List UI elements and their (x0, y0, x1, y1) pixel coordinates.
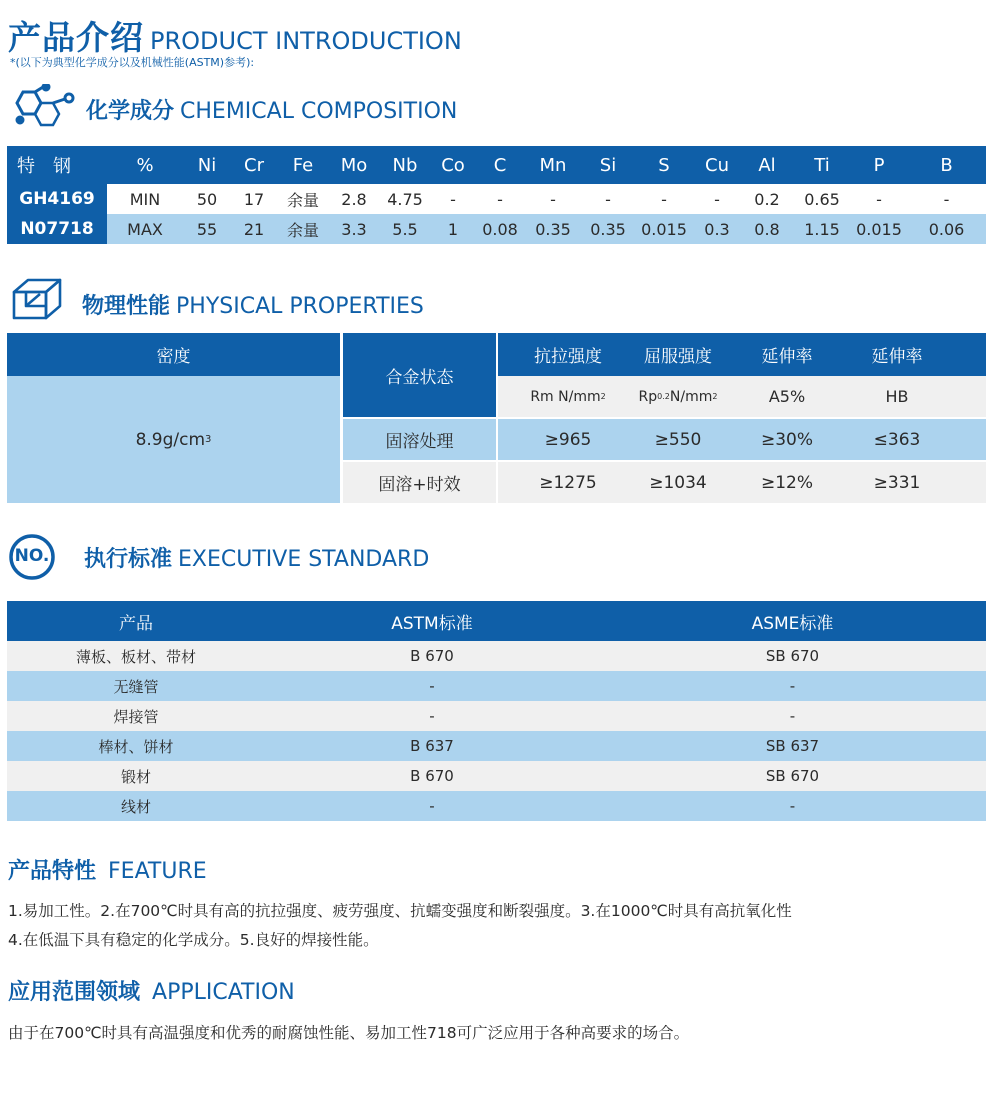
element-header: S (635, 146, 693, 184)
product-cell: 棒材、饼材 (7, 731, 265, 761)
property-value: ≥331 (873, 472, 921, 493)
page-title (8, 12, 462, 59)
chem-cell: 0.65 (793, 184, 851, 214)
element-header: Ti (793, 146, 851, 184)
state-header: 合金状态 (343, 333, 496, 417)
property-value: ≤363 (873, 429, 921, 450)
chem-cell: - (907, 184, 986, 214)
property-row (498, 462, 986, 503)
property-header: 延伸率 (761, 347, 813, 367)
section-title-en: PHYSICAL PROPERTIES (176, 294, 424, 319)
asme-cell: - (599, 791, 986, 821)
property-row (498, 419, 986, 460)
element-header: Nb (379, 146, 431, 184)
unit-sup: 2 (600, 392, 606, 401)
element-header: Co (431, 146, 475, 184)
section-title-cn: 物理性能 (82, 294, 171, 319)
chem-cell: - (525, 184, 581, 214)
property-header-row (498, 333, 986, 376)
density-sup: 3 (205, 434, 212, 445)
standard-row (7, 731, 986, 761)
chem-cell: - (475, 184, 525, 214)
section-title-cn: 执行标准 (84, 547, 173, 572)
element-header: C (475, 146, 525, 184)
cube-icon (10, 276, 64, 322)
element-header: P (851, 146, 907, 184)
element-header: % (107, 146, 183, 184)
no-badge-text: NO. (14, 546, 50, 566)
chem-cell: 0.06 (907, 214, 986, 244)
grade-header: 特 钢 (7, 146, 107, 184)
chem-cell: 0.35 (581, 214, 635, 244)
chem-cell: 余量 (277, 184, 329, 214)
section-title-en: EXECUTIVE STANDARD (178, 547, 430, 572)
chem-cell: 0.08 (475, 214, 525, 244)
product-cell: 薄板、板材、带材 (7, 641, 265, 671)
property-value: ≥12% (760, 472, 814, 493)
element-header: Mo (329, 146, 379, 184)
astm-cell: - (265, 791, 599, 821)
property-value: ≥1034 (649, 472, 707, 493)
unit-a5: A5% (768, 387, 806, 406)
property-value: ≥550 (654, 429, 702, 450)
chem-cell: 0.35 (525, 214, 581, 244)
unit-sub: 0.2 (657, 392, 670, 401)
page-title-cn: 产品介绍 (8, 18, 144, 57)
element-header: Si (581, 146, 635, 184)
product-cell: 锻材 (7, 761, 265, 791)
chem-cell: - (851, 184, 907, 214)
chem-cell: 1.15 (793, 214, 851, 244)
feature-line: 1.易加工性。2.在700℃时具有高的抗拉强度、疲劳强度、抗蠕变强度和断裂强度。3.在1000℃时具有高抗氧化性 (8, 902, 792, 920)
property-value: ≥965 (544, 429, 592, 450)
section-title-en: APPLICATION (152, 980, 295, 1005)
unit-hb: HB (885, 387, 909, 406)
section-title-cn: 产品特性 (8, 859, 97, 884)
standard-header: ASTM标准 (265, 601, 599, 641)
standard-table (7, 601, 986, 821)
standard-header-row (7, 601, 986, 641)
standard-row (7, 671, 986, 701)
chem-cell: 2.8 (329, 184, 379, 214)
unit-text: Rp (638, 388, 658, 405)
element-header: Cr (231, 146, 277, 184)
astm-cell: - (265, 701, 599, 731)
section-title-feature (8, 854, 207, 885)
chem-cell: 0.015 (851, 214, 907, 244)
chem-cell: - (581, 184, 635, 214)
asme-cell: SB 670 (599, 761, 986, 791)
molecule-icon (9, 84, 77, 130)
asme-cell: - (599, 671, 986, 701)
section-title-cn: 化学成分 (86, 99, 175, 124)
astm-cell: B 670 (265, 761, 599, 791)
product-cell: 线材 (7, 791, 265, 821)
element-header: B (907, 146, 986, 184)
chem-cell: 4.75 (379, 184, 431, 214)
unit-sup: 2 (712, 392, 718, 401)
feature-text (8, 897, 792, 955)
standard-row (7, 791, 986, 821)
property-header: 延伸率 (871, 347, 923, 367)
product-cell: 焊接管 (7, 701, 265, 731)
state-name: 固溶处理 (343, 419, 496, 460)
section-title-cn: 应用范围领域 (8, 980, 141, 1005)
chem-cell: - (693, 184, 741, 214)
asme-cell: SB 637 (599, 731, 986, 761)
chem-cell: 1 (431, 214, 475, 244)
section-title-standard (84, 542, 429, 573)
chem-cell: 3.3 (329, 214, 379, 244)
astm-cell: - (265, 671, 599, 701)
property-value: ≥1275 (539, 472, 597, 493)
chem-cell: 50 (183, 184, 231, 214)
standard-header: 产品 (7, 601, 265, 641)
reference-note: *(以下为典型化学成分以及机械性能(ASTM)参考): (10, 56, 255, 69)
density-value (7, 376, 340, 503)
chemical-table (7, 146, 986, 244)
density-header: 密度 (7, 333, 340, 376)
standard-row (7, 761, 986, 791)
chem-cell: 0.3 (693, 214, 741, 244)
feature-line: 4.在低温下具有稳定的化学成分。5.良好的焊接性能。 (8, 931, 379, 949)
chem-cell: 55 (183, 214, 231, 244)
section-title-en: FEATURE (108, 859, 207, 884)
unit-rp (608, 376, 748, 417)
section-title-physical (82, 289, 424, 320)
page-title-en: PRODUCT INTRODUCTION (150, 27, 462, 55)
chem-cell: 5.5 (379, 214, 431, 244)
property-header: 抗拉强度 (534, 347, 602, 367)
chem-cell: 0.015 (635, 214, 693, 244)
grade-cell: GH4169 (7, 184, 107, 214)
standard-row (7, 641, 986, 671)
element-header: Ni (183, 146, 231, 184)
chem-cell: 余量 (277, 214, 329, 244)
chem-cell: 17 (231, 184, 277, 214)
property-header: 屈服强度 (644, 347, 712, 367)
physical-table (7, 333, 986, 503)
units-row (498, 376, 986, 417)
chemical-row-min (7, 184, 986, 214)
chem-cell: MIN (107, 184, 183, 214)
unit-text: Rm N/mm (530, 388, 601, 405)
element-header: Fe (277, 146, 329, 184)
section-title-application (8, 975, 295, 1006)
element-header: Al (741, 146, 793, 184)
element-header: Mn (525, 146, 581, 184)
asme-cell: - (599, 701, 986, 731)
property-value: ≥30% (760, 429, 814, 450)
astm-cell: B 637 (265, 731, 599, 761)
chem-cell: MAX (107, 214, 183, 244)
unit-text: N/mm (669, 388, 713, 405)
chem-cell: 21 (231, 214, 277, 244)
standard-header: ASME标准 (599, 601, 986, 641)
chemical-header-row (7, 146, 986, 184)
chem-cell: - (431, 184, 475, 214)
chem-cell: - (635, 184, 693, 214)
product-cell: 无缝管 (7, 671, 265, 701)
asme-cell: SB 670 (599, 641, 986, 671)
application-text: 由于在700℃时具有高温强度和优秀的耐腐蚀性能、易加工性718可广泛应用于各种高要求的场合。 (8, 1024, 690, 1042)
chem-cell: 0.8 (741, 214, 793, 244)
grade-cell: N07718 (7, 214, 107, 244)
density-number: 8.9g/cm (135, 429, 206, 450)
section-title-chemical (86, 94, 457, 125)
standard-row (7, 701, 986, 731)
astm-cell: B 670 (265, 641, 599, 671)
state-name: 固溶+时效 (343, 462, 496, 503)
section-title-en: CHEMICAL COMPOSITION (180, 99, 458, 124)
element-header: Cu (693, 146, 741, 184)
chemical-row-max (7, 214, 986, 244)
chem-cell: 0.2 (741, 184, 793, 214)
no-badge-icon (8, 533, 56, 581)
